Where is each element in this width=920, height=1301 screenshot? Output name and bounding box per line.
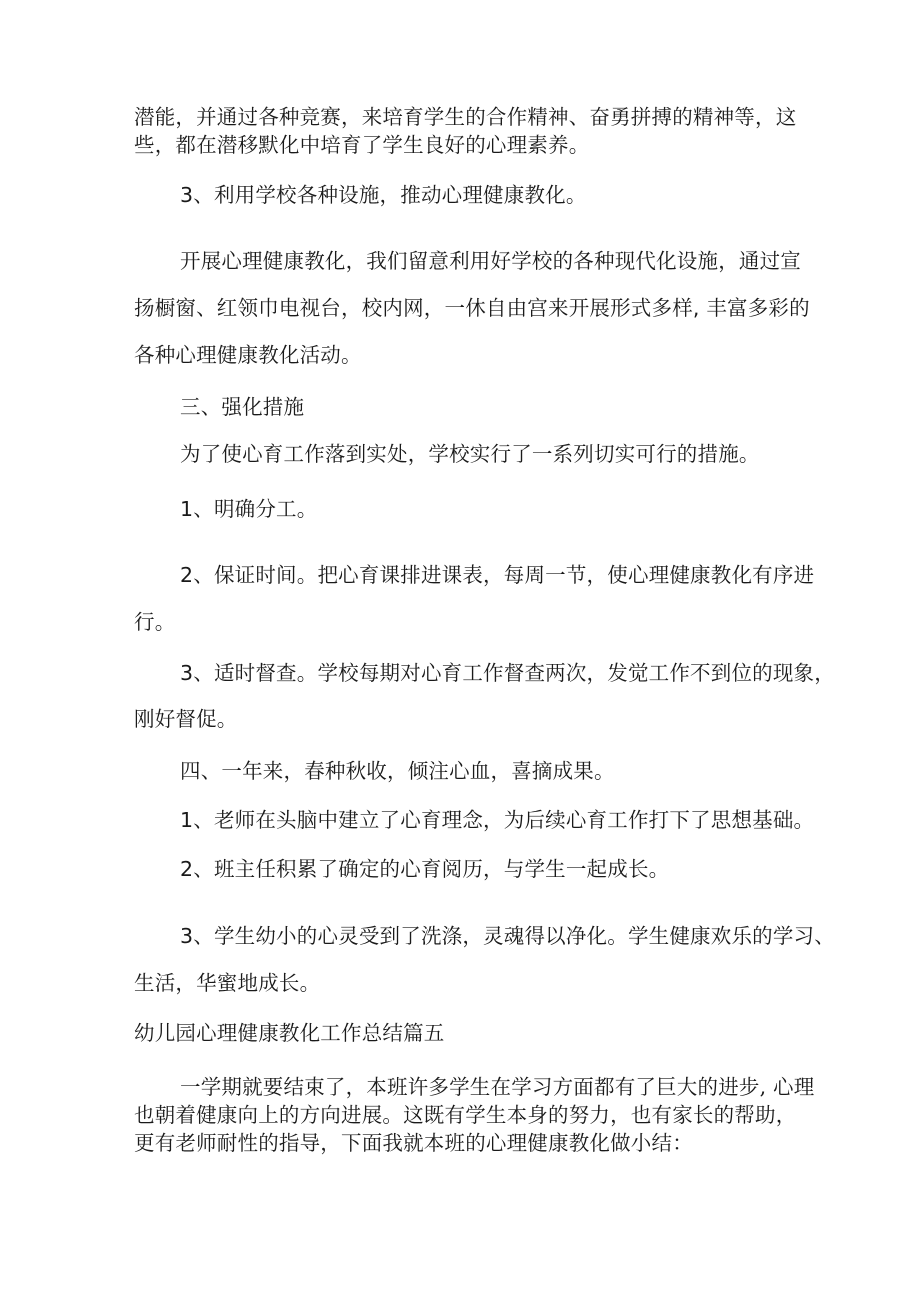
paragraph-line: 也朝着健康向上的方向进展。这既有学生本身的努力，也有家长的帮助， xyxy=(134,1103,797,1127)
paragraph-line: 各种心理健康教化活动。 xyxy=(134,343,362,367)
paragraph-line: 潜能，并通过各种竞赛，来培育学生的合作精神、奋勇拼搏的精神等，这 xyxy=(134,105,797,129)
list-item: 1、明确分工。 xyxy=(180,497,318,521)
paragraph-line: 行。 xyxy=(134,610,176,634)
paragraph-line: 3、利用学校各种设施，推动心理健康教化。 xyxy=(180,183,587,207)
section-heading: 三、强化措施 xyxy=(180,395,305,419)
list-item: 2、保证时间。把心育课排进课表，每周一节，使心理健康教化有序进 xyxy=(180,563,815,587)
paragraph-line: 为了使心育工作落到实处，学校实行了一系列切实可行的措施。 xyxy=(180,442,760,466)
paragraph-line: 生活，华蜜地成长。 xyxy=(134,971,321,995)
paragraph-line: 刚好督促。 xyxy=(134,707,238,731)
list-item: 3、学生幼小的心灵受到了洗涤，灵魂得以净化。学生健康欢乐的学习、 xyxy=(180,924,835,948)
paragraph-line: 一学期就要结束了，本班许多学生在学习方面都有了巨大的进步, 心理 xyxy=(180,1075,815,1099)
article-title: 幼儿园心理健康教化工作总结篇五 xyxy=(134,1021,445,1045)
paragraph-line: 扬橱窗、红领巾电视台，校内网，一休自由宫来开展形式多样, 丰富多彩的 xyxy=(134,296,810,320)
paragraph-line: 开展心理健康教化，我们留意利用好学校的各种现代化设施，通过宣 xyxy=(180,249,801,273)
paragraph-line: 更有老师耐性的指导，下面我就本班的心理健康教化做小结： xyxy=(134,1131,693,1155)
list-item: 1、老师在头脑中建立了心育理念，为后续心育工作打下了思想基础。 xyxy=(180,808,815,832)
paragraph-line: 些，都在潜移默化中培育了学生良好的心理素养。 xyxy=(134,133,590,157)
section-heading: 四、一年来，春种秋收，倾注心血，喜摘成果。 xyxy=(180,759,615,783)
list-item: 3、适时督查。学校每期对心育工作督查两次，发觉工作不到位的现象， xyxy=(180,661,835,685)
list-item: 2、班主任积累了确定的心育阅历，与学生一起成长。 xyxy=(180,857,670,881)
